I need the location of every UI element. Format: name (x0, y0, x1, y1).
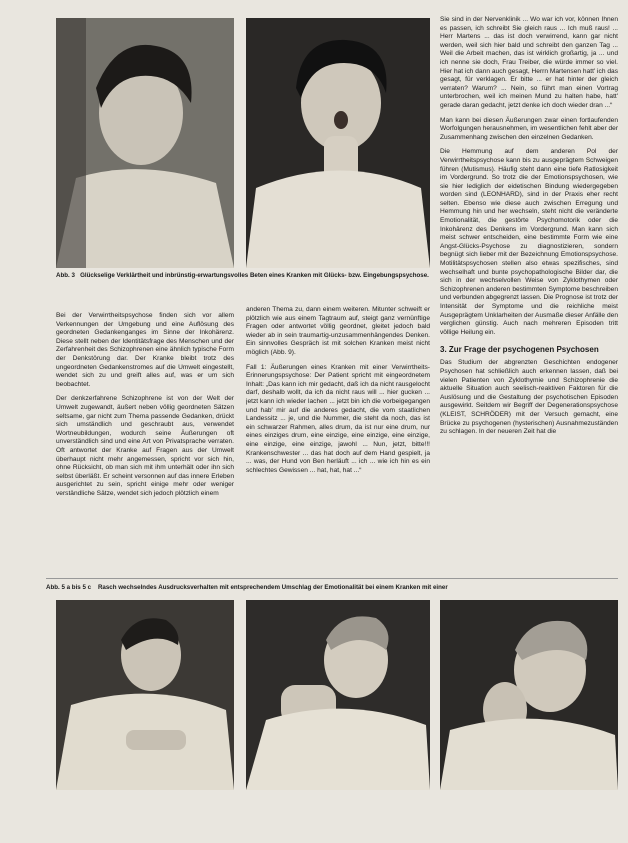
bottom-caption (46, 584, 618, 591)
paragraph: anderen Thema zu, dann einem weiteren. Mitunter schweift er plötzlich wie aus einem Tagtraum auf, steigt ganz vernünftige Fragen oder antwortet völlig geordnet, gleitet jedoch bald wieder ab in sein traumartig-unzusammenhängendes Denken. Ein sinnvolles Gespräch ist mit solchen Kranken meist nicht möglich (Abb. 9). (246, 306, 430, 356)
paragraph: Der denkzerfahrene Schizophrene ist von der Welt der Umwelt zugewandt, äußert neben völlig geordneten Sätzen seltsame, gar nicht zum Thema passende Gedanken, drückt sich umständlich und geschraubt aus, verwendet Wortneubildungen, wodurch seine Äußerungen oft unverständlich sind und eine Art von Privatsprache verraten. Oft antwortet der Kranke auf Fragen aus der Umwelt überhaupt nicht mehr angemessen, spricht vor sich hin, ohne Rücksicht, ob man sich mit ihm unterhält oder ihn sich selbst überläßt. Er scheint versonnen auf das innere Erleben ausgerichtet zu sein, spricht einige mehr oder weniger verständliche Sätze, wendet sich jedoch plötzlich einem (56, 395, 234, 497)
text-column-3 (440, 16, 618, 574)
paragraph: Man kann bei diesen Äußerungen zwar einen fortlaufenden Worfolgungen herausnehmen, im wesentlichen fehlt aber der Zusammenhang zwischen den einzelnen Gedanken. (440, 116, 618, 141)
bottom-photo-a (56, 600, 234, 790)
paragraph: Bei der Verwirrtheitspsychose finden sich vor allem Verkennungen der Umgebung und eine Auflösung des geordneten Gedankenganges im Sinne der Inkohärenz. Diese stellt neben der Identitätsfrage des Menschen und der Zerfahrenheit des Schizophrenen eine ähnlich typische Form der Denkstörung dar. Der Kranke bleibt trotz des ungeordneten Gedankenstromes auf die Umwelt eingestellt, wendet sich zu und greift alles auf, was er um sich beobachtet. (56, 312, 234, 388)
bottom-caption-label: Abb. 5 a bis 5 c (46, 584, 92, 591)
bottom-photo-b (246, 600, 430, 790)
section-heading: 3. Zur Frage der psychogenen Psychosen (440, 345, 599, 355)
top-caption-text: Glückselige Verklärtheit und inbrünstig-erwartungsvolles Beten eines Kranken mit Glücks- bzw. Eingebungspsychose. (80, 272, 429, 279)
text-column-2 (246, 306, 430, 574)
bottom-caption-text: Rasch wechselndes Ausdrucksverhalten mit entsprechendem Umschlag der Emotionalität bei einem Kranken mit einer (97, 584, 448, 591)
top-caption-label: Abb. 3 (56, 272, 75, 279)
paragraph: Sie sind in der Nervenklinik ... Wo war ich vor, können Ihnen es passen, ich schreibt Sie gleich raus ... Ich muß raus! ... Herr Martens ... das ist doch verwirrend, kann gar nicht werden, weil sich hier bald und schreibt den ganzen Tag ... Weil die Arbeit machen, das ist wirklich großartig, ja ... und ich nenne sie doch, Frau Treiber, die würde immer so viel. Hier hat ich dann auch gesagt, Herrn Martensen hatt' ich das gesagt, für verklagen. Er bitte ... er hat hinter der gleich verraten? Warum? ... Nein, so führt man einen Vortrag unterbrochen, weil ich meinen Mund zu halten habe, hatt' gerade daran gedacht, jetzt denke ich doch wieder dran ...“ (440, 16, 618, 109)
paragraph: Das Studium der abgrenzten Geschichten endogener Psychosen hat schließlich auch erkennen lassen, daß bei vielen Patienten von Zyklothymie und Schizophrenie die aktuelle Situation auch seelisch-reaktiven Faktoren für die Auslösung und die Gestaltung der psychotischen Episoden ausgewirkt. Seitdem wir Begriff der Degenerationspsychose (KLEIST, SCHRÖDER) mit der Versuch gemacht, eine Brücke zu psychogenen (hysterischen) Ausnahmezuständen zu schlagen. In der neueren Zeit hat die (440, 359, 618, 436)
top-photo-left (56, 18, 234, 268)
text-column-1 (56, 312, 234, 574)
paragraph: Die Hemmung auf dem anderen Pol der Verwirrtheitspsychose kann bis zu ausgeprägtem Schweigen führen (Mutismus). Häufig steht dann eine tiefe Ratlosigkeit im Vordergrund. So trotz die der Emotionspsychosen, wie sie hier lediglich der eidetischen Bindung wiedergegeben worden sind (LEONHARD), sind in der Praxis eher recht selten. Ebenso wie diese auch zwischen Erregung und Hemmung hin und her wechseln, steht nicht die veränderte Emotionalität, die gestörte Psychomotorik oder die Inkohärenz des Denkens im Vordergrund. Man kann sich meist schwer entscheiden, eine bestimmte Form wie eine Angst-Glücks-Psychose zu diagnostizieren, sondern begnügt sich lieber mit der Bezeichnung Emotionspsychose. Motilitätspsychosen stellen also etwas spezifisches, sind wechselhaft und bunte psychopathologische Bilder dar, die sich in der wechselvollen Weise von Zyklothymen oder Schizophrenen anderen bestimmten Symptome beschreiben und verbunden abgegrenzt lassen. Die Prognose ist trotz der Intensität der Symptome und die reichliche meist Ausgeprägtem Unklarheiten der Ausmaße dieser Anfälle den verglichen günstig. Auch nach mehreren Episoden tritt völlige Heilung ein. (440, 148, 618, 336)
bottom-photo-c (440, 600, 618, 790)
top-caption (56, 272, 430, 280)
paragraph: Fall 1: Äußerungen eines Kranken mit einer Verwirrtheits- Erinnerungspsychose: Der Patient spricht mit eingeordnetem Inhalt: „Das kann ich mir gedacht, daß ich da nicht rausgelocht darf, deshalb wollt, da ich da nicht raus will ... hier gucken ... jetzt kann ich wieder lachen ... jetzt bin ich die vorbeigegangen und hab' mir auf die anderes gedacht, die vom staatlichen Landessitz ... je, und die Nummer, die steht da noch, das ist ein schwarzer Rahmen, alles drum, da ist nur eine drum, nur eines einziges drum, eine einzige, eine einzige, eine einzige, eine einzige, eine einzige, jawohl ... Nun, jetzt, bitte!!! Krankenschwester ... das hat doch auf dem Hand gespielt, ja ... was, der Hund von Ben herläuft ... ich ... wie ich hin es ein schlechtes Gewissen ... hat, hat, hat ...“ (246, 363, 430, 474)
top-photo-right (246, 18, 430, 268)
divider (46, 578, 618, 579)
